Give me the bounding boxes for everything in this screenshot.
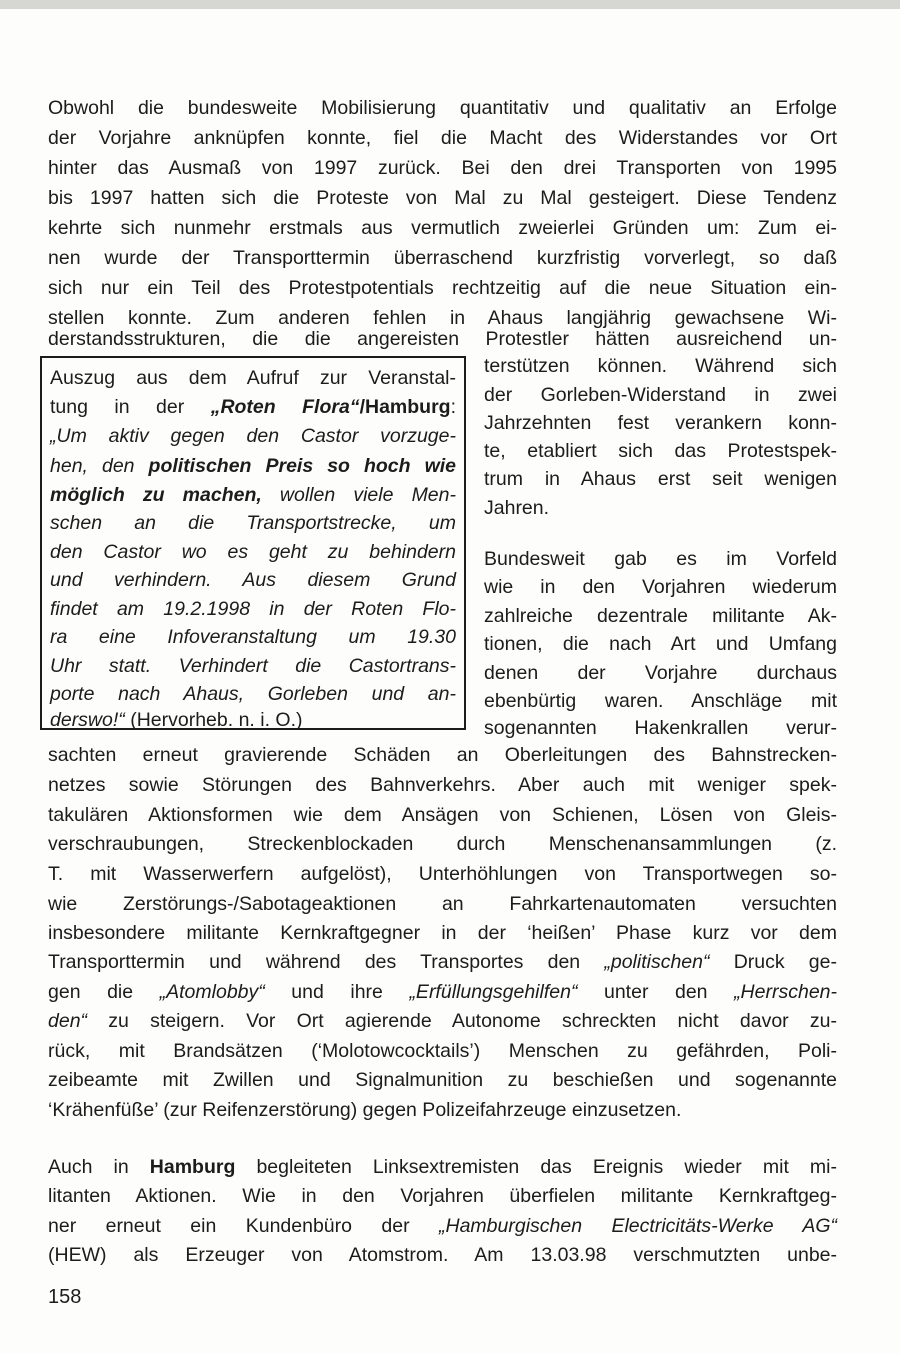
- text-line: wie in den Vorjahren wiederum: [484, 576, 837, 598]
- text-line: trum in Ahaus erst seit wenigen: [484, 468, 837, 490]
- text-line: sachten erneut gravierende Schäden an Oberleitungen des Bahnstrecken-: [48, 744, 837, 766]
- text-line: ‘Krähenfüße’ (zur Reifenzerstörung) gegen Polizeifahrzeuge einzusetzen.: [48, 1099, 682, 1121]
- text-line: Jahrzehnten fest verankern konn-: [484, 412, 837, 434]
- text-line: verschraubungen, Streckenblockaden durch Menschenansammlungen (z.: [48, 833, 837, 855]
- quote-line: derswo!“ (Hervorheb. n. i. O.): [50, 709, 303, 731]
- text-line: bis 1997 hatten sich die Proteste von Mal zu Mal gesteigert. Diese Tendenz: [48, 187, 837, 209]
- text-line: te, etabliert sich das Protestspek-: [484, 440, 837, 462]
- quote-line: schen an die Transportstrecke, um: [50, 512, 456, 534]
- text-line: der Vorjahre anknüpfen konnte, fiel die Macht des Widerstandes vor Ort: [48, 127, 837, 149]
- text-line: Obwohl die bundesweite Mobilisierung quantitativ und qualitativ an Erfolge: [48, 97, 837, 119]
- page-number: 158: [48, 1286, 82, 1308]
- text-line: rück, mit Brandsätzen (‘Molotowcocktails’) Menschen zu gefährden, Poli-: [48, 1040, 837, 1062]
- text-line: Transporttermin und während des Transportes den „politischen“ Druck ge-: [48, 951, 837, 973]
- page-top-edge: [0, 0, 900, 9]
- text-line: (HEW) als Erzeuger von Atomstrom. Am 13.03.98 verschmutzten unbe-: [48, 1244, 837, 1266]
- text-line: kehrte sich nunmehr erstmals aus vermutlich zweierlei Gründen um: Zum ei-: [48, 217, 837, 239]
- quote-line: hen, den politischen Preis so hoch wie: [50, 455, 456, 477]
- text-line: denen der Vorjahre durchaus: [484, 662, 837, 684]
- text-line: hinter das Ausmaß von 1997 zurück. Bei den drei Transporten von 1995: [48, 157, 837, 179]
- text-line: wie Zerstörungs-/Sabotageaktionen an Fahrkartenautomaten versuchten: [48, 893, 837, 915]
- text-line: Bundesweit gab es im Vorfeld: [484, 548, 837, 570]
- quote-line: tung in der „Roten Flora“/Hamburg:: [50, 396, 456, 418]
- text-line: tionen, die nach Art und Umfang: [484, 633, 837, 655]
- text-line: stellen konnte. Zum anderen fehlen in Ahaus langjährig gewachsene Wi-: [48, 307, 837, 329]
- text-line: litanten Aktionen. Wie in den Vorjahren überfielen militante Kernkraftgeg-: [48, 1185, 837, 1207]
- text-line: Jahren.: [484, 497, 550, 519]
- text-line: nen wurde der Transporttermin überraschend kurzfristig vorverlegt, so daß: [48, 247, 837, 269]
- text-line: derstandsstrukturen, die die angereisten Protestler hätten ausreichend un-: [48, 328, 837, 350]
- text-line: der Gorleben-Widerstand in zwei: [484, 384, 837, 406]
- text-line: insbesondere militante Kernkraftgegner in der ‘heißen’ Phase kurz vor dem: [48, 922, 837, 944]
- text-line: netzes sowie Störungen des Bahnverkehrs. Aber auch mit weniger spek-: [48, 774, 837, 796]
- quote-line: ra eine Infoveranstaltung um 19.30: [50, 626, 456, 648]
- quote-line: den Castor wo es geht zu behindern: [50, 541, 456, 563]
- text-line: sogenannten Hakenkrallen verur-: [484, 717, 837, 739]
- quote-line: und verhindern. Aus diesem Grund: [50, 569, 456, 591]
- quote-line: „Um aktiv gegen den Castor vorzuge-: [50, 425, 456, 447]
- text-line: Auch in Hamburg begleiteten Linksextremisten das Ereignis wieder mit mi-: [48, 1156, 837, 1178]
- text-line: ner erneut ein Kundenbüro der „Hamburgischen Electricitäts-Werke AG“: [48, 1215, 837, 1237]
- text-line: terstützen können. Während sich: [484, 355, 837, 377]
- text-line: sich nur ein Teil des Protestpotentials rechtzeitig auf die neue Situation ein-: [48, 277, 837, 299]
- text-line: zahlreiche dezentrale militante Ak-: [484, 605, 837, 627]
- text-line: T. mit Wasserwerfern aufgelöst), Unterhöhlungen von Transportwegen so-: [48, 863, 837, 885]
- text-line: zeibeamte mit Zwillen und Signalmunition zu beschießen und sogenannte: [48, 1069, 837, 1091]
- quote-line: Auszug aus dem Aufruf zur Veranstal-: [50, 367, 456, 389]
- text-line: takulären Aktionsformen wie dem Ansägen von Schienen, Lösen von Gleis-: [48, 804, 837, 826]
- quote-line: möglich zu machen, wollen viele Men-: [50, 484, 456, 506]
- text-line: ebenbürtig waren. Anschläge mit: [484, 690, 837, 712]
- text-line: gen die „Atomlobby“ und ihre „Erfüllungsgehilfen“ unter den „Herrschen-: [48, 981, 837, 1003]
- quote-line: findet am 19.2.1998 in der Roten Flo-: [50, 598, 456, 620]
- text-line: den“ zu steigern. Vor Ort agierende Autonome schreckten nicht davor zu-: [48, 1010, 837, 1032]
- quote-line: Uhr statt. Verhindert die Castortrans-: [50, 655, 456, 677]
- quote-line: porte nach Ahaus, Gorleben und an-: [50, 683, 456, 705]
